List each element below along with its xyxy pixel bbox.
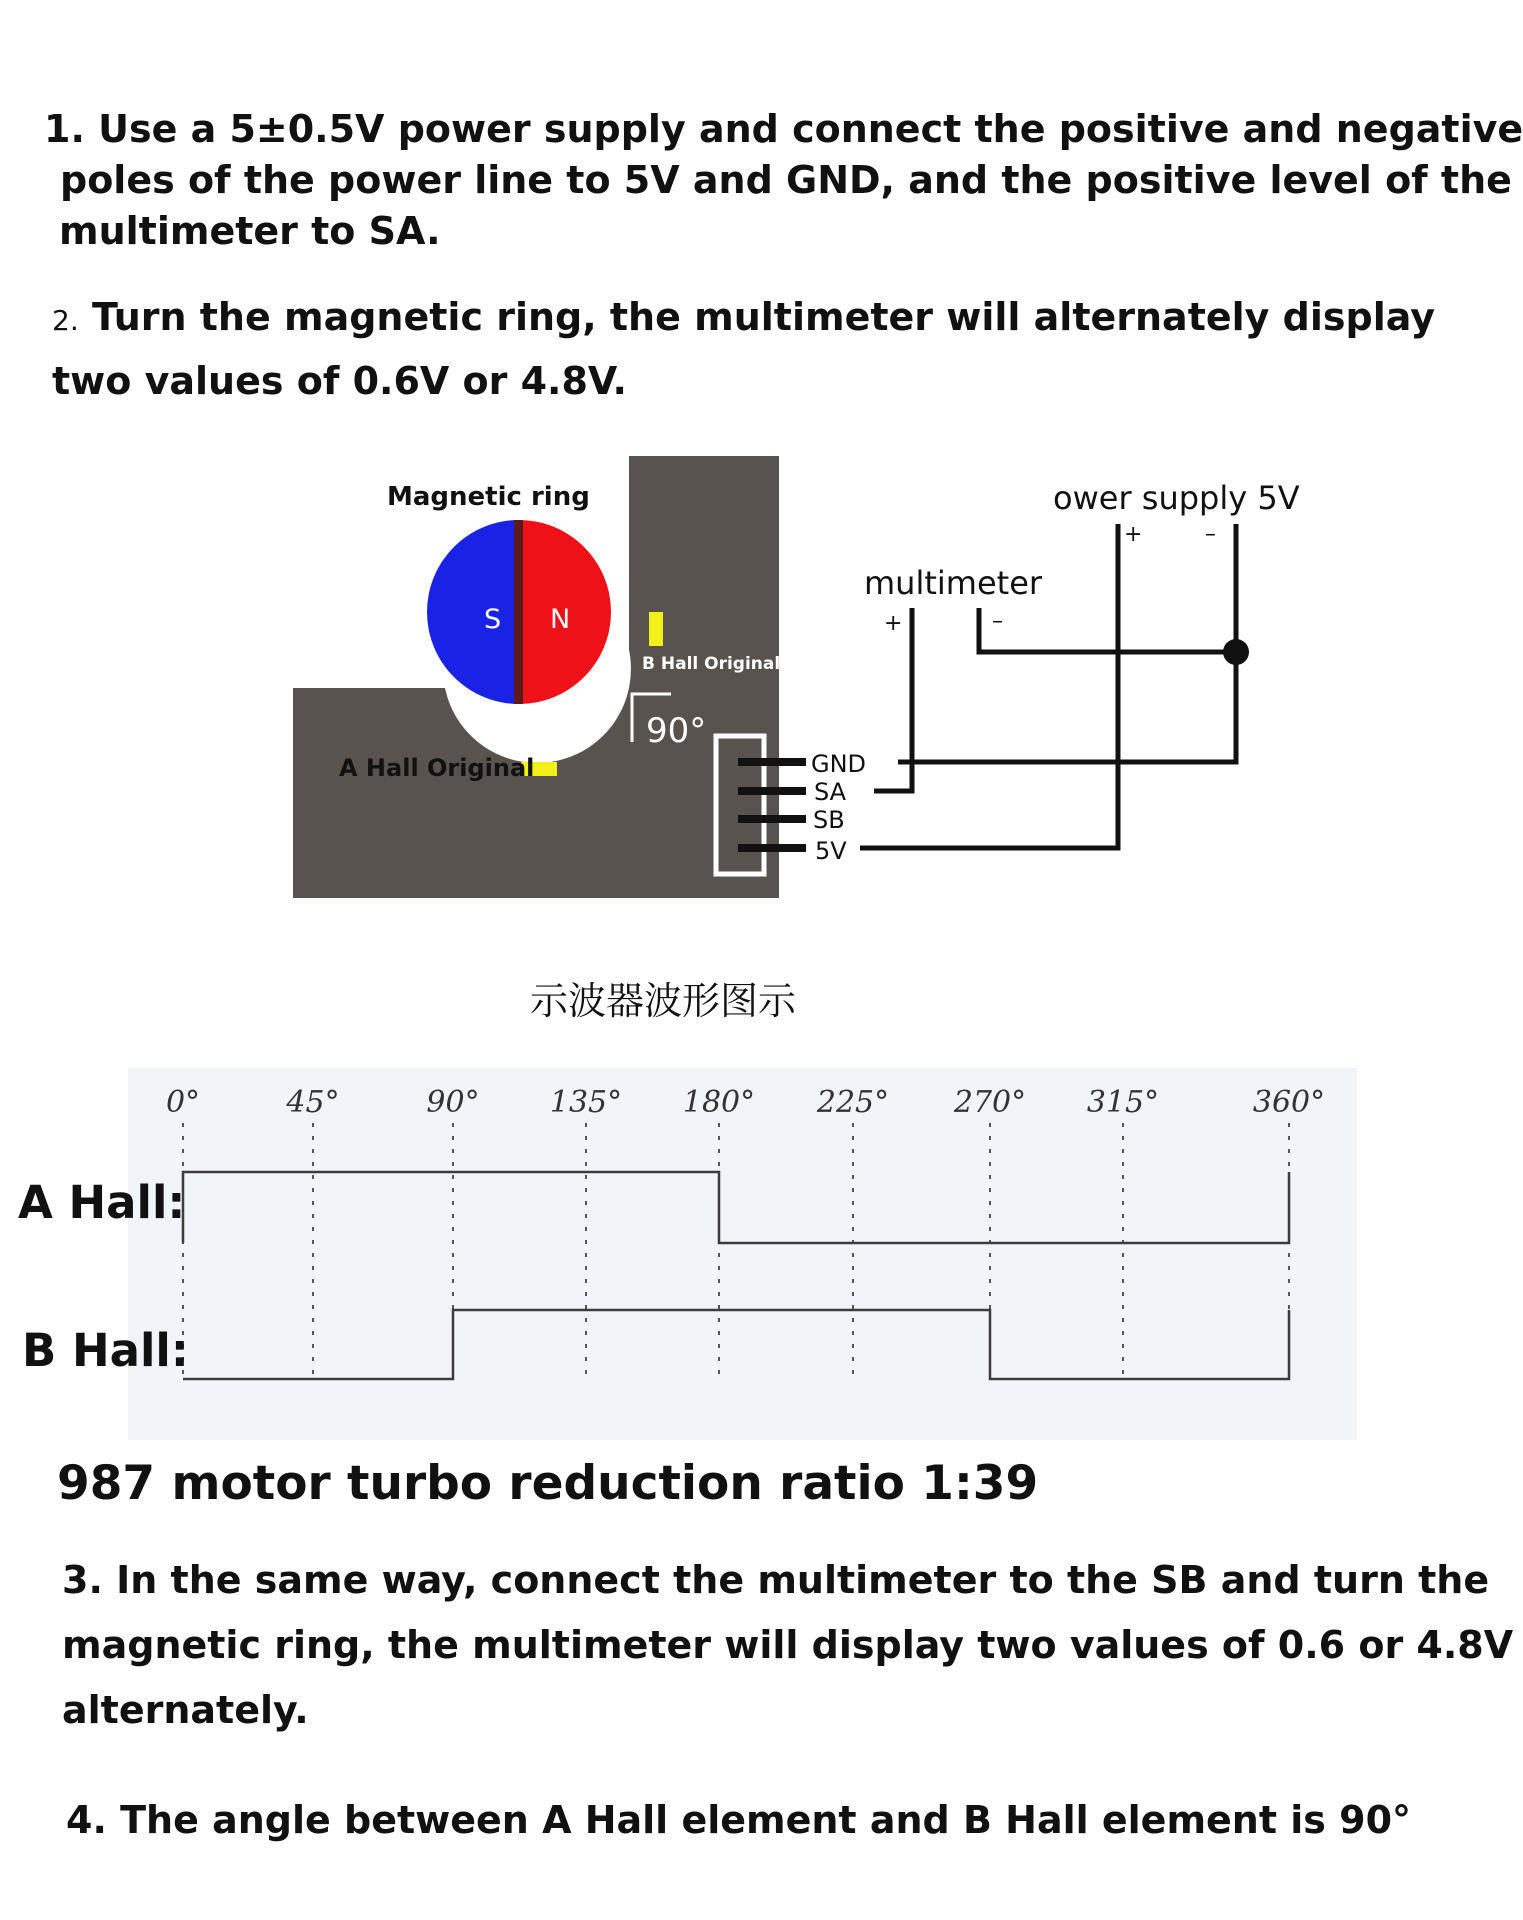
angle-label-7: 315°	[1086, 1085, 1160, 1120]
multimeter-plus: +	[884, 611, 903, 636]
step3-line1: 3. In the same way, connect the multimeter to the SB and turn the	[62, 1558, 1490, 1602]
step1-line3: multimeter to SA.	[59, 209, 441, 253]
step2-number: 2.	[52, 304, 79, 337]
supply-plus: +	[1124, 522, 1143, 547]
pin-label-5v: 5V	[815, 837, 847, 865]
a-hall-row-label: A Hall:	[18, 1176, 186, 1229]
pole-s-label: S	[484, 604, 502, 635]
pin-label-sa: SA	[814, 778, 847, 806]
angle-label: 90°	[646, 711, 707, 751]
step3-line3: alternately.	[62, 1688, 309, 1732]
a-hall-label: A Hall Original	[339, 754, 535, 782]
b-hall-label: B Hall Original	[642, 654, 781, 674]
step4-text: 4. The angle between A Hall element and B Hall element is 90°	[66, 1798, 1412, 1842]
b-hall-row-label: B Hall:	[22, 1324, 189, 1377]
waveform-caption: 示波器波形图示	[530, 979, 797, 1023]
pin-label-gnd: GND	[811, 750, 867, 778]
motor-title: 987 motor turbo reduction ratio 1:39	[57, 1456, 1039, 1511]
angle-label-2: 90°	[426, 1085, 480, 1120]
step3-line2: magnetic ring, the multimeter will display two values of 0.6 or 4.8V	[62, 1623, 1514, 1667]
pin-label-sb: SB	[813, 806, 845, 834]
angle-label-4: 180°	[682, 1085, 756, 1120]
angle-label-8: 360°	[1252, 1085, 1326, 1120]
angle-label-0: 0°	[165, 1085, 201, 1120]
multimeter-minus: –	[992, 609, 1003, 634]
angle-label-5: 225°	[816, 1085, 890, 1120]
step2-text: Turn the magnetic ring, the multimeter will alternately display	[78, 295, 1435, 339]
angle-label-6: 270°	[953, 1085, 1027, 1120]
supply-minus: –	[1205, 522, 1216, 547]
pole-n-label: N	[550, 604, 571, 635]
step2-line2: two values of 0.6V or 4.8V.	[52, 359, 627, 403]
step1-line1: 1. Use a 5±0.5V power supply and connect the positive and negative	[44, 107, 1523, 151]
magnetic-ring-label: Magnetic ring	[387, 482, 590, 512]
multimeter-label: multimeter	[864, 564, 1043, 602]
step1-line2: poles of the power line to 5V and GND, and the positive level of the	[60, 158, 1512, 202]
power-supply-label: ower supply 5V	[1053, 479, 1300, 517]
angle-label-1: 45°	[286, 1085, 340, 1120]
angle-label-3: 135°	[549, 1085, 623, 1120]
